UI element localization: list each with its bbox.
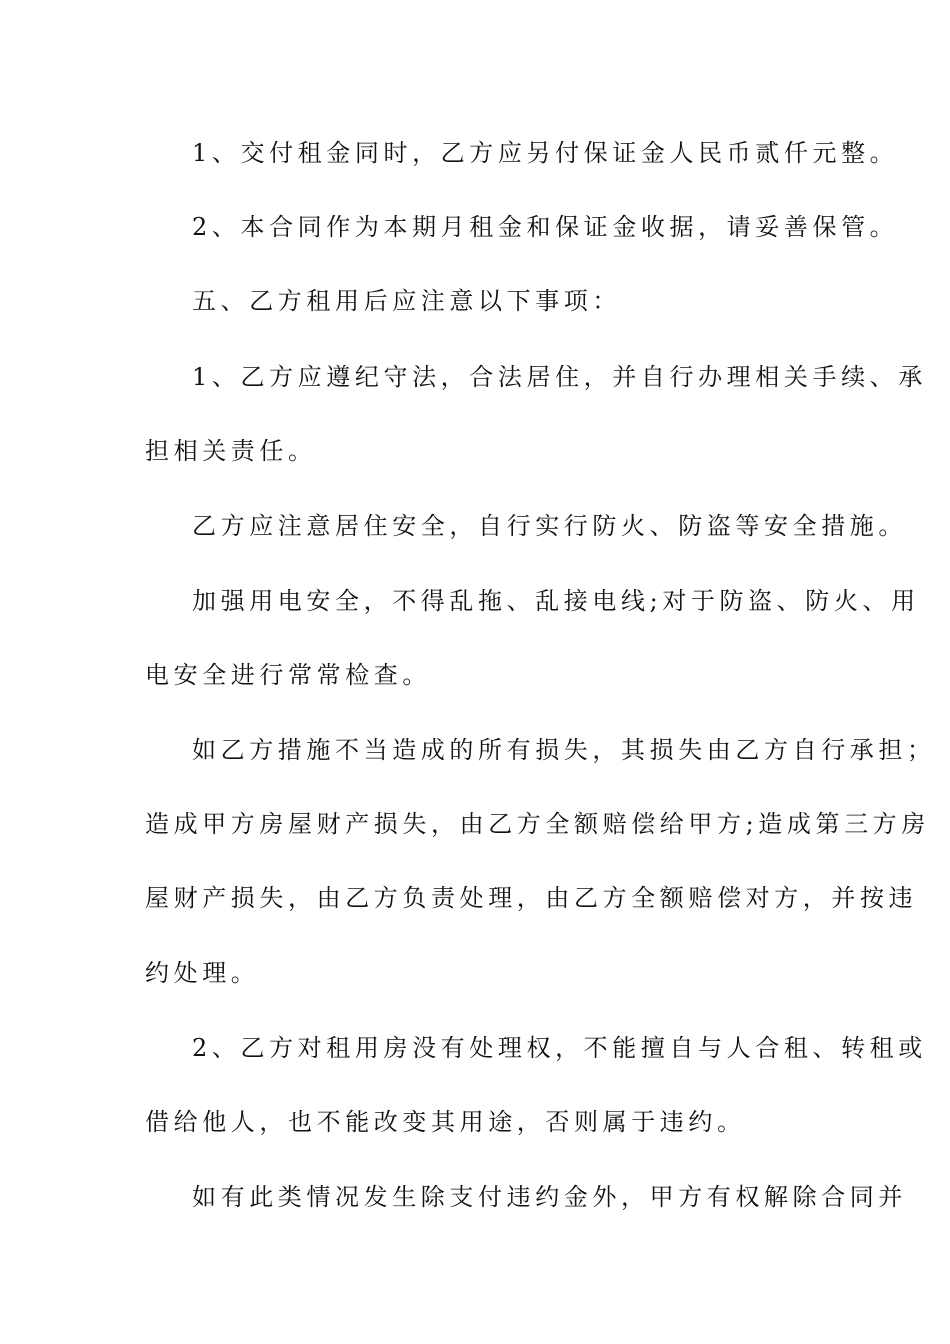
item-law-line-2: 担相关责任。 [145, 437, 317, 465]
loss-paragraph-line-3: 屋财产损失，由乙方负责处理，由乙方全额赔偿对方，并按违 [145, 884, 918, 912]
termination-paragraph-line: 如有此类情况发生除支付违约金外，甲方有权解除合同并 [192, 1183, 907, 1211]
section-heading: 五、乙方租用后应注意以下事项： [192, 287, 621, 315]
paragraph-deposit-line: 1、交付租金同时，乙方应另付保证金人民币贰仟元整。 [192, 139, 899, 167]
electricity-paragraph-line-2: 电安全进行常常检查。 [145, 661, 431, 689]
electricity-paragraph-line-1: 加强用电安全，不得乱拖、乱接电线;对于防盗、防火、用 [192, 587, 920, 615]
safety-paragraph-line: 乙方应注意居住安全，自行实行防火、防盗等安全措施。 [192, 512, 907, 540]
item-sublet-line-1: 2、乙方对租用房没有处理权，不能擅自与人合租、转租或 [192, 1034, 927, 1062]
item-law-line-1: 1、乙方应遵纪守法，合法居住，并自行办理相关手续、承 [192, 363, 927, 391]
item-sublet-line-2: 借给他人，也不能改变其用途，否则属于违约。 [145, 1108, 746, 1136]
loss-paragraph-line-2: 造成甲方房屋财产损失，由乙方全额赔偿给甲方;造成第三方房 [145, 810, 930, 838]
loss-paragraph-line-4: 约处理。 [145, 959, 260, 987]
paragraph-receipt-line: 2、本合同作为本期月租金和保证金收据，请妥善保管。 [192, 213, 899, 241]
loss-paragraph-line-1: 如乙方措施不当造成的所有损失，其损失由乙方自行承担； [192, 736, 936, 764]
